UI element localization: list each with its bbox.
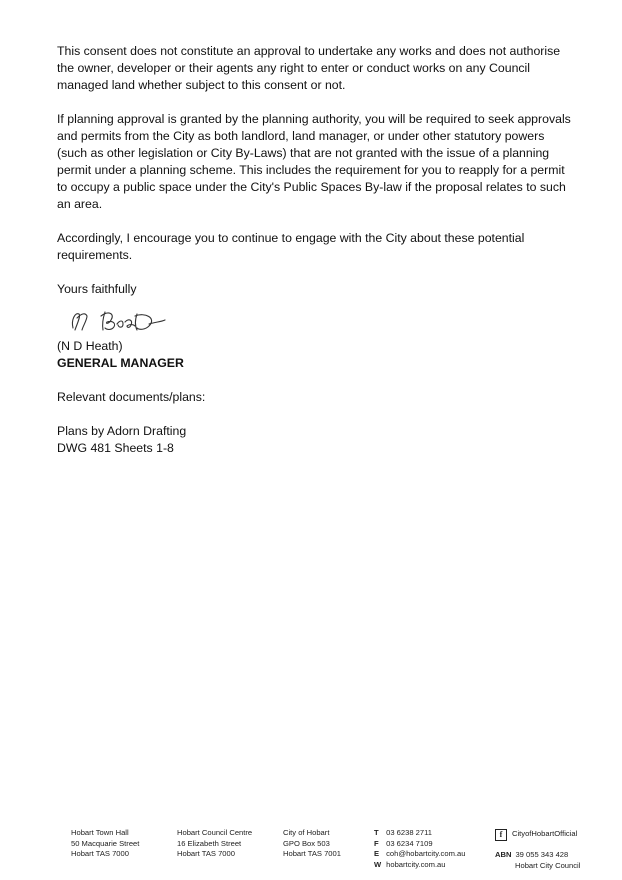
text-line: (such as other legislation or City By-Laws) that are not granted with the issue of a planning bbox=[57, 146, 550, 160]
address-line: 16 Elizabeth Street bbox=[177, 838, 242, 848]
abn-entity: Hobart City Council bbox=[515, 860, 581, 870]
text-line: to occupy a public space under the City's Public Spaces By-law if the proposal relates to such bbox=[57, 180, 566, 194]
paragraph-engage bbox=[57, 230, 577, 264]
signature-image bbox=[65, 306, 175, 334]
footer-social-abn bbox=[495, 828, 580, 871]
footer-contacts bbox=[374, 828, 465, 870]
contact-phone bbox=[374, 828, 465, 839]
paragraph-approvals bbox=[57, 111, 577, 213]
address-line: City of Hobart bbox=[283, 828, 330, 837]
text-line: managed land whether subject to this consent or not. bbox=[57, 78, 346, 92]
signatory-name: (N D Heath) bbox=[57, 339, 123, 353]
documents-heading: Relevant documents/plans: bbox=[57, 390, 206, 404]
address-line: Hobart TAS 7000 bbox=[71, 849, 129, 858]
letterhead-footer bbox=[71, 828, 591, 870]
plans-list bbox=[57, 423, 577, 457]
text-line: Accordingly, I encourage you to continue to engage with the City about these potential bbox=[57, 231, 525, 245]
text-line: If planning approval is granted by the planning authority, you will be required to seek approvals bbox=[57, 112, 571, 126]
contact-key: W bbox=[374, 859, 382, 869]
contact-value[interactable]: coh@hobartcity.com.au bbox=[386, 849, 466, 858]
abn-row bbox=[495, 850, 580, 861]
address-line: 50 Macquarie Street bbox=[71, 838, 140, 848]
contact-key: E bbox=[374, 849, 380, 858]
letter-body bbox=[57, 43, 577, 457]
footer-postal-address bbox=[283, 828, 341, 860]
plans-item: Plans by Adorn Drafting bbox=[57, 424, 187, 438]
facebook-icon: f bbox=[495, 829, 507, 841]
contact-value[interactable]: 03 6238 2711 bbox=[386, 828, 433, 837]
facebook-handle[interactable]: CityofHobartOfficial bbox=[512, 829, 578, 839]
abn-label: ABN bbox=[495, 850, 512, 859]
text-line: and permits from the City as both landlord, land manager, or under other statutory powers bbox=[57, 129, 545, 143]
contact-website bbox=[374, 860, 465, 871]
contact-key: F bbox=[374, 838, 379, 848]
text-line: This consent does not constitute an approval to undertake any works and does not authorise bbox=[57, 44, 561, 58]
address-line: Hobart TAS 7000 bbox=[177, 849, 235, 858]
closing: Yours faithfully bbox=[57, 282, 137, 296]
paragraph-consent bbox=[57, 43, 577, 94]
text-line: permit under a planning scheme. This includes the requirement for you to reapply for a permit bbox=[57, 163, 565, 177]
signatory-title: GENERAL MANAGER bbox=[57, 356, 184, 370]
contact-email bbox=[374, 849, 465, 860]
address-line: Hobart Town Hall bbox=[71, 828, 129, 837]
address-line: Hobart TAS 7001 bbox=[283, 849, 341, 858]
plans-item: DWG 481 Sheets 1-8 bbox=[57, 441, 174, 455]
contact-key: T bbox=[374, 828, 379, 837]
text-line: requirements. bbox=[57, 248, 133, 262]
abn-value: 39 055 343 428 bbox=[515, 850, 569, 859]
footer-town-hall-address bbox=[71, 828, 139, 860]
handwritten-signature bbox=[65, 306, 185, 334]
facebook-link[interactable] bbox=[495, 828, 580, 841]
contact-fax bbox=[374, 839, 465, 850]
text-line: an area. bbox=[57, 197, 103, 211]
address-line: Hobart Council Centre bbox=[177, 828, 253, 837]
text-line: the owner, developer or their agents any right to enter or conduct works on any Council bbox=[57, 61, 531, 75]
footer-council-centre-address bbox=[177, 828, 252, 860]
contact-value[interactable]: hobartcity.com.au bbox=[386, 859, 446, 869]
address-line: GPO Box 503 bbox=[283, 838, 330, 848]
contact-value: 03 6234 7109 bbox=[386, 838, 433, 848]
